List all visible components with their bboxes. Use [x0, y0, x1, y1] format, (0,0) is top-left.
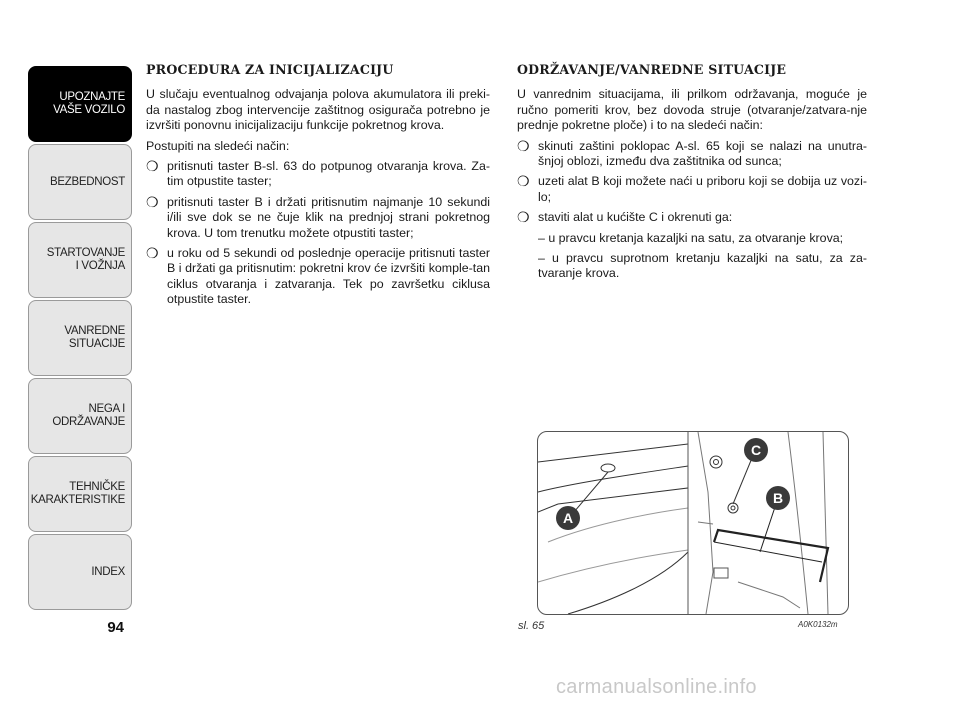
list-item — [517, 210, 867, 225]
tab-upoznajte-vase-vozilo[interactable]: UPOZNAJTE VAŠE VOZILO — [28, 66, 132, 142]
watermark-text: carmanualsonline.info — [556, 676, 757, 698]
tab-startovanje-i-voznja[interactable]: STARTOVANJE I VOŽNJA — [28, 222, 132, 298]
list-item — [517, 174, 867, 205]
bullet-icon: ❍ — [517, 209, 530, 226]
section-heading-initialization: PROCEDURA ZA INICIJALIZACIJU — [146, 62, 394, 77]
svg-text:A: A — [562, 510, 574, 526]
label-badge-b — [766, 486, 790, 510]
left-column — [146, 62, 490, 313]
sunroof-illustration — [538, 432, 848, 614]
right-column — [517, 62, 867, 287]
tab-nega-i-odrzavanje[interactable]: NEGA I ODRŽAVANJE — [28, 378, 132, 454]
tab-tehnicke-karakteristike[interactable]: TEHNIČKE KARAKTERISTIKE — [28, 456, 132, 532]
figure-code: A0K0132m — [798, 620, 838, 629]
label-badge-a — [556, 506, 580, 530]
list-item-text: pritisnuti taster B i držati pritisnutim najmanje 10 sekundi i/ili sve dok se ne čuje klik na prednjoj strani pokretnog krova. U tom trenutku možete otpustiti taster; — [167, 194, 490, 240]
page-number: 94 — [107, 619, 124, 636]
list-item-text: uzeti alat B koji možete naći u priboru koji se dobija uz vozi-lo; — [538, 174, 867, 204]
list-item-text: u roku od 5 sekundi od poslednje operacije pritisnuti taster B i držati ga pritisnutim: pokretni krov će izvršiti komple-tan ciklus otvaranja i zatvaranja. Tek po završetku ciklusa otpustite taster. — [167, 246, 490, 307]
list-item — [146, 246, 490, 308]
tab-index[interactable]: INDEX — [28, 534, 132, 610]
section-heading-maintenance: ODRŽAVANJE/VANREDNE SITUACIJE — [517, 62, 787, 77]
bullet-icon: ❍ — [517, 137, 530, 154]
figure-caption: sl. 65 — [518, 620, 545, 632]
maintenance-list — [517, 139, 867, 226]
procedure-list — [146, 159, 490, 308]
svg-text:C: C — [750, 442, 762, 458]
label-badge-c — [744, 438, 768, 462]
intro-paragraph: U slučaju eventualnog odvajanja polova akumulatora ili preki-da nastalog zbog intervencije zaštitnog osigurača potrebno je izvršiti ponovnu inicijalizaciju funkcije pokretnog krova. — [146, 87, 490, 133]
intro-paragraph: U vanrednim situacijama, ili prilkom održavanja, moguće je ručno pomeriti krov, bez dovoda struje (otvaranje/zatvara-nje prednje pokretne ploče) i to na sledeći način: — [517, 87, 867, 133]
list-item-text: pritisnuti taster B-sl. 63 do potpunog otvaranja krova. Za-tim otpustite taster; — [167, 159, 490, 189]
svg-text:B: B — [772, 490, 784, 506]
sub-item: – u pravcu kretanja kazaljki na satu, za otvaranje krova; — [538, 230, 844, 245]
list-item-text: staviti alat u kućište C i okrenuti ga: — [538, 210, 733, 225]
tab-vanredne-situacije[interactable]: VANREDNE SITUACIJE — [28, 300, 132, 376]
bullet-icon: ❍ — [146, 193, 159, 210]
rotation-sublist — [517, 231, 867, 282]
bullet-icon: ❍ — [146, 245, 159, 262]
list-item — [517, 139, 867, 170]
figure-sunroof-manual — [537, 431, 849, 615]
tab-bezbednost[interactable]: BEZBEDNOST — [28, 144, 132, 220]
list-item — [146, 159, 490, 190]
bullet-icon: ❍ — [146, 158, 159, 175]
sub-item: – u pravcu suprotnom kretanju kazaljki na satu, za za-tvaranje krova. — [538, 251, 867, 281]
list-item-text: skinuti zaštini poklopac A-sl. 65 koji se nalazi na unutra-šnjoj oblozi, između dva zaštitnika od sunca; — [538, 138, 867, 169]
lead-paragraph: Postupiti na sledeći način: — [146, 138, 290, 153]
list-item — [146, 195, 490, 241]
bullet-icon: ❍ — [517, 173, 530, 190]
